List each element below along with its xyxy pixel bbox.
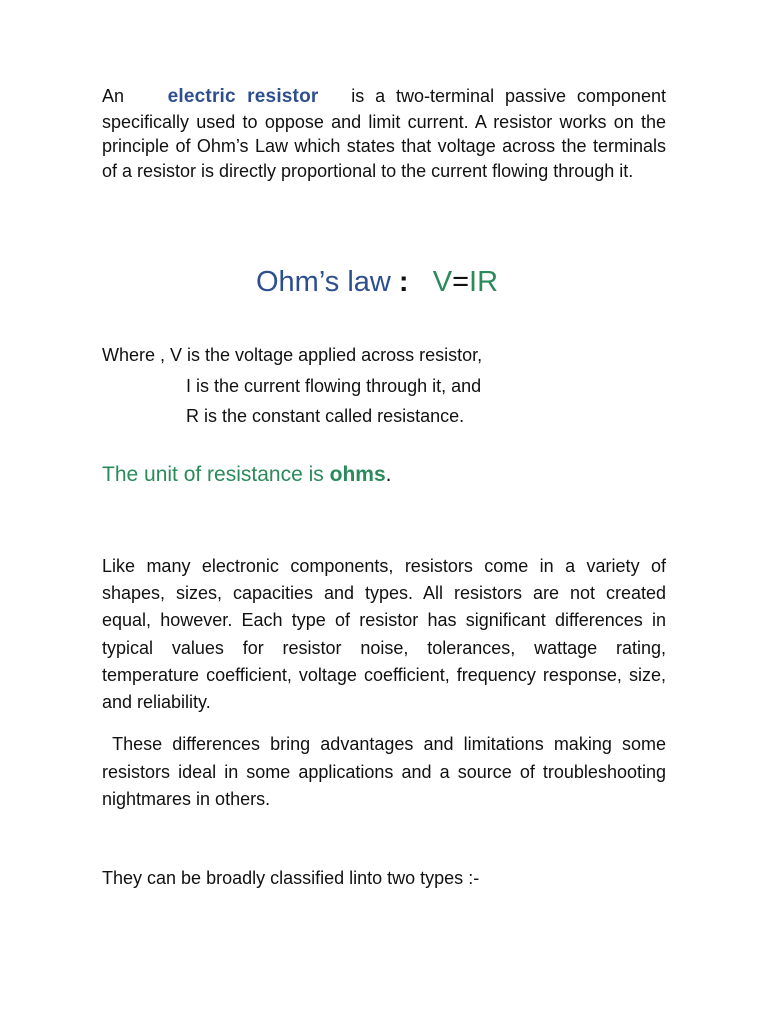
- classification-line: They can be broadly classified linto two types :-: [102, 868, 480, 888]
- ohms-law-label: Ohm’s law: [256, 266, 391, 298]
- differences-paragraph: These differences bring advantages and limitations making some resistors ideal in some applications and a source of troubleshooting nightmares in others.: [102, 734, 672, 809]
- where-line-v: Where , V is the voltage applied across resistor,: [102, 345, 483, 365]
- intro-rest: is a two-terminal passive component specifically used to oppose and limit current. A resistor works on the principle of Ohm’s Law which states that voltage across the terminals of a resistor is directly proportional to the current flowing through it.: [102, 86, 666, 181]
- unit-name: ohms: [329, 463, 386, 486]
- formula-ir: IR: [469, 266, 499, 298]
- where-line-i: I is the current flowing through it, and: [186, 376, 482, 396]
- unit-suffix: .: [385, 463, 392, 486]
- formula-v: V: [432, 266, 453, 298]
- formula-equals: =: [452, 266, 470, 298]
- intro-lead: An: [102, 86, 125, 106]
- ohms-law-formula: [256, 266, 498, 299]
- ohms-law-colon: :: [398, 266, 409, 298]
- unit-prefix: The unit of resistance is: [102, 463, 324, 486]
- where-line-r: R is the constant called resistance.: [186, 406, 465, 426]
- unit-of-resistance: [102, 463, 391, 487]
- intro-paragraph: [102, 84, 666, 183]
- resistor-variety-paragraph: Like many electronic components, resistors come in a variety of shapes, sizes, capacities and types. All resistors are not created equal, however. Each type of resistor has significant differences in typical values for resistor noise, tolerances, wattage rating, temperature coefficient, voltage coefficient, frequency response, size, and reliability.: [102, 556, 666, 713]
- electric-resistor-term: electric resistor: [167, 86, 319, 107]
